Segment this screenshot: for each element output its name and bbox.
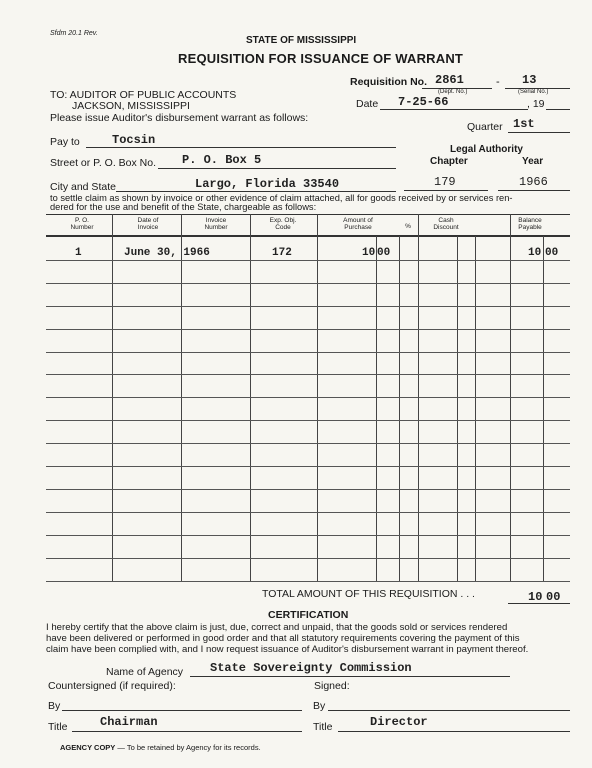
header-pct: %: [405, 223, 411, 230]
year-line: [498, 190, 570, 191]
title-value-left: Chairman: [100, 715, 158, 729]
settle-text-1: to settle claim as shown by invoice or other evidence of claim attached, all for goods received by or services ren-: [50, 193, 513, 203]
chapter-value: 179: [434, 175, 456, 189]
header-cash: Cash Discount: [433, 217, 459, 231]
by-line-right: [328, 710, 570, 711]
year-value: 1966: [519, 175, 548, 189]
table-row-line: [46, 283, 570, 284]
table-column-divider: [376, 236, 377, 581]
total-label: TOTAL AMOUNT OF THIS REQUISITION . . .: [262, 588, 475, 600]
table-column-divider: [543, 236, 544, 581]
header-amount: Amount of Purchase: [343, 217, 373, 231]
city-line: [116, 191, 396, 192]
year-label: Year: [522, 156, 544, 167]
countersigned-label: Countersigned (if required):: [48, 680, 176, 692]
city-value: Largo, Florida 33540: [195, 177, 340, 191]
table-row-line: [46, 329, 570, 330]
date-year-prefix: , 19: [527, 98, 545, 110]
state-title: STATE OF MISSISSIPPI: [246, 35, 357, 46]
to-line-2: JACKSON, MISSISSIPPI: [72, 100, 190, 112]
quarter-line: [508, 132, 570, 133]
row-po: 1: [75, 247, 82, 259]
header-invoice: Invoice Number: [204, 217, 228, 231]
quarter-value: 1st: [513, 117, 535, 131]
certification-line-1: I hereby certify that the above claim is just, due, correct and unpaid, that the goods sold or services rendered: [46, 622, 508, 633]
header-exp: Exp. Obj. Code: [269, 217, 297, 231]
title-label-left: Title: [48, 721, 68, 733]
title-label-right: Title: [313, 721, 333, 733]
row-amount-cents: 00: [377, 247, 391, 259]
serial-no-value: 13: [522, 73, 537, 87]
settle-text-2: dered for the use and benefit of the State, chargeable as follows:: [50, 202, 317, 212]
chapter-label: Chapter: [430, 156, 468, 167]
street-value: P. O. Box 5: [182, 153, 262, 167]
table-row-line: [46, 512, 570, 513]
row-date: June 30, 1966: [124, 247, 210, 259]
legal-authority-title: Legal Authority: [450, 144, 523, 155]
row-balance-cents: 00: [545, 247, 559, 259]
header-po: P. O. Number: [70, 217, 94, 231]
street-line: [158, 168, 396, 169]
requisition-label: Requisition No.: [350, 76, 427, 88]
by-label-right: By: [313, 700, 326, 712]
header-balance: Balance Payable: [518, 217, 542, 231]
signed-label: Signed:: [314, 680, 350, 692]
title-line-left: [72, 731, 302, 732]
footer-text: — To be retained by Agency for its records.: [115, 743, 261, 752]
agency-label: Name of Agency: [106, 666, 184, 678]
table-row-line: [46, 306, 570, 307]
street-label: Street or P. O. Box No.: [50, 157, 157, 169]
header-date: Date of Invoice: [137, 217, 159, 231]
agency-line: [190, 676, 510, 677]
date-value: 7-25-66: [398, 95, 449, 109]
title-line-right: [338, 731, 570, 732]
by-label-left: By: [48, 700, 61, 712]
table-row-line: [46, 397, 570, 398]
row-balance-dollars: 10: [528, 247, 542, 259]
certification-title: CERTIFICATION: [268, 609, 349, 621]
requisition-dash: -: [496, 76, 500, 88]
table-row-line: [46, 260, 570, 261]
agency-value: State Sovereignty Commission: [210, 661, 412, 675]
table-column-divider: [457, 236, 458, 581]
table-row-line: [46, 466, 570, 467]
quarter-label: Quarter: [467, 121, 503, 133]
table-row-line: [46, 489, 570, 490]
table-row-line: [46, 443, 570, 444]
city-label: City and State: [50, 181, 116, 193]
pay-to-value: Tocsin: [112, 133, 156, 147]
table-row-line: [46, 535, 570, 536]
form-code: Sfdm 20.1 Rev.: [50, 30, 98, 37]
please-issue: Please issue Auditor's disbursement warrant as follows:: [50, 112, 309, 124]
date-label: Date: [356, 98, 379, 110]
dept-caption: (Dept. No.): [438, 89, 468, 95]
chapter-line: [404, 190, 488, 191]
footer-note: [60, 743, 261, 752]
total-cents: 00: [546, 590, 561, 604]
form-title: REQUISITION FOR ISSUANCE OF WARRANT: [178, 51, 464, 66]
date-line: [380, 109, 528, 110]
total-dollars: 10: [528, 590, 543, 604]
dept-no-value: 2861: [435, 73, 464, 87]
table-row-line: [46, 420, 570, 421]
footer-bold: AGENCY COPY: [60, 743, 116, 752]
date-year-line: [546, 109, 570, 110]
row-exp: 172: [272, 247, 292, 259]
certification-line-3: claim have been complied with, and I now request issuance of Auditor's disbursement warrant in payment thereof.: [46, 644, 529, 655]
table-row-line: [46, 352, 570, 353]
table-column-divider: [399, 236, 400, 581]
table-column-divider: [475, 236, 476, 581]
serial-caption: (Serial No.): [518, 89, 549, 95]
row-amount-dollars: 10: [362, 247, 376, 259]
title-value-right: Director: [370, 715, 428, 729]
pay-to-line: [86, 147, 396, 148]
table-row-line: [46, 581, 570, 582]
by-line-left: [62, 710, 302, 711]
table-row-line: [46, 558, 570, 559]
to-line-1: TO: AUDITOR OF PUBLIC ACCOUNTS: [50, 89, 237, 101]
pay-to-label: Pay to: [50, 136, 80, 148]
table-row-line: [46, 374, 570, 375]
certification-line-2: have been delivered or performed in good order and that all statutory requirements covering the payment of this: [46, 633, 520, 644]
